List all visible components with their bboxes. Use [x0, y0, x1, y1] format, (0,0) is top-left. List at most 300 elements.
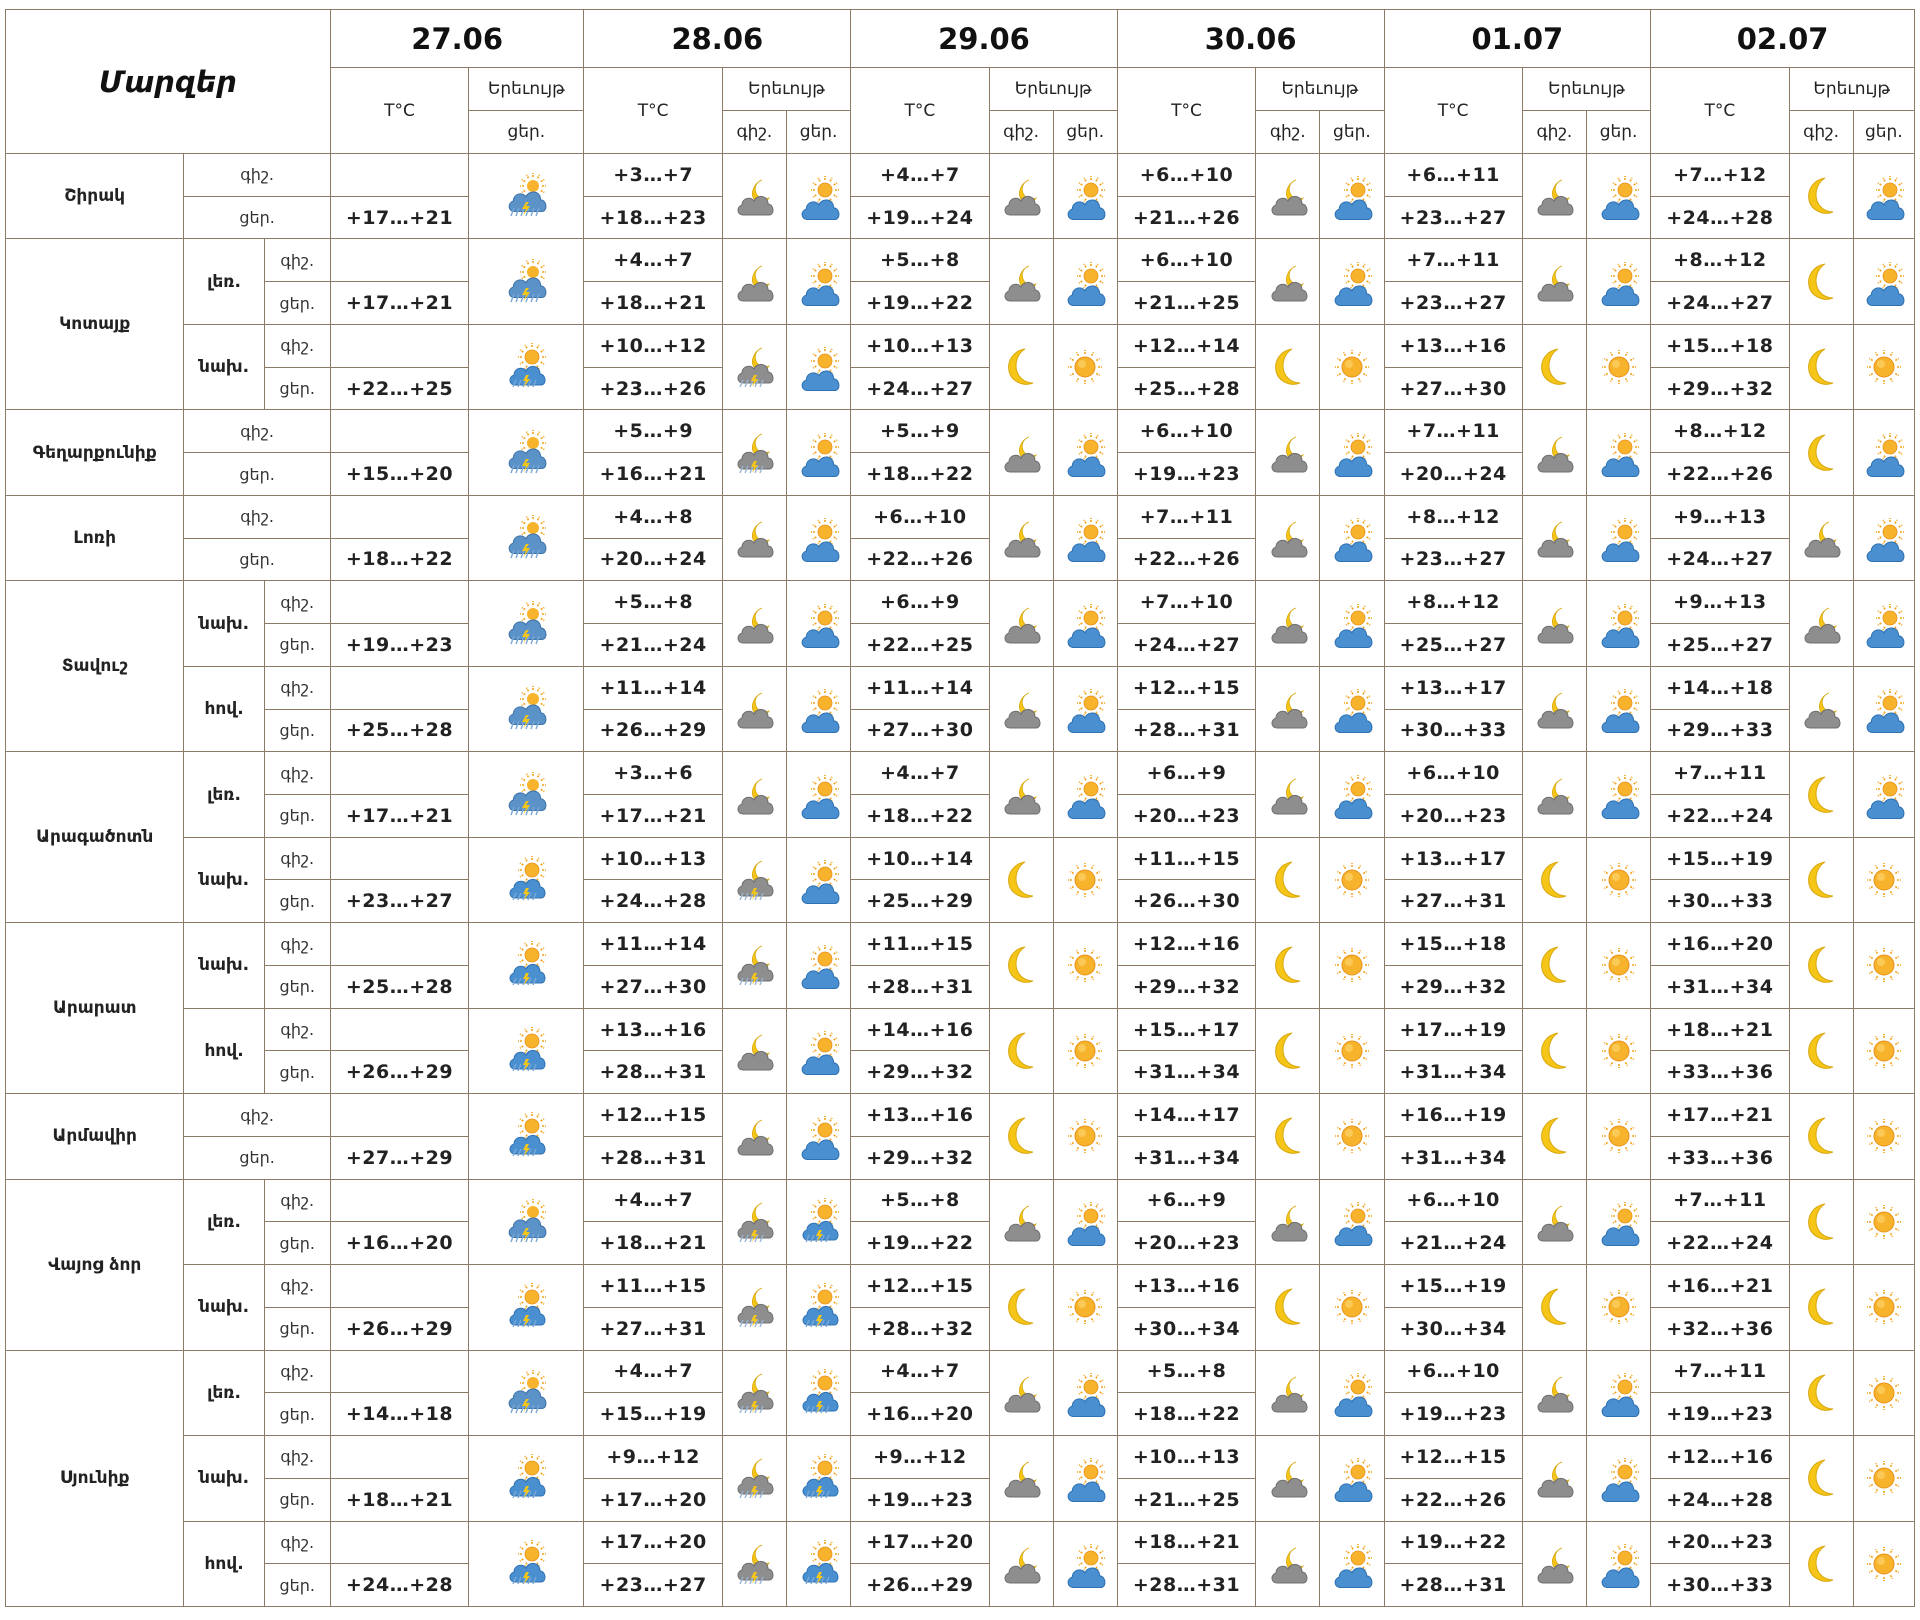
day-temp: +18…+22 — [330, 538, 468, 581]
zone-name: նախ. — [184, 1265, 264, 1350]
day-subheader: ցեր. — [1053, 111, 1117, 154]
moon-icon — [997, 343, 1045, 391]
weather-icon-cell — [786, 1008, 850, 1093]
day-temp: +19…+22 — [851, 282, 989, 325]
sun-cloud-icon — [1595, 1198, 1643, 1246]
day-temp: +29…+32 — [851, 1136, 989, 1179]
cloud-moon-icon — [1264, 172, 1312, 220]
sun-cloud-icon — [1061, 600, 1109, 648]
moon-icon — [1530, 1027, 1578, 1075]
moon-rain-thunder-icon — [730, 1283, 778, 1331]
cloud-moon-icon — [997, 1540, 1045, 1588]
night-temp: +12…+14 — [1117, 324, 1255, 367]
moon-icon — [1264, 1027, 1312, 1075]
weather-icon-cell — [1789, 666, 1853, 751]
sun-cloud-icon — [1061, 1198, 1109, 1246]
weather-icon-cell — [1789, 324, 1853, 409]
day-temp: +32…+36 — [1651, 1307, 1789, 1350]
day-temp: +31…+34 — [1117, 1051, 1255, 1094]
weather-icon-cell — [1256, 239, 1320, 324]
day-temp: +22…+25 — [330, 367, 468, 410]
sun-icon — [1328, 856, 1376, 904]
sun-rain-thunder-icon — [795, 1540, 843, 1588]
day-label: ցեր. — [264, 282, 330, 325]
day-label: ցեր. — [264, 1051, 330, 1094]
night-temp: +7…+11 — [1651, 1350, 1789, 1393]
day-temp: +30…+33 — [1651, 880, 1789, 923]
cloud-moon-icon — [997, 258, 1045, 306]
weather-icon-cell — [1522, 239, 1586, 324]
cloud-moon-icon — [730, 1112, 778, 1160]
table-row — [6, 1350, 1915, 1393]
weather-icon-cell — [1522, 837, 1586, 922]
day-temp: +15…+20 — [330, 453, 468, 496]
weather-icon-cell — [1853, 154, 1914, 239]
weather-icon-cell — [1522, 1179, 1586, 1264]
night-label: գիշ. — [264, 923, 330, 966]
sun-icon — [1061, 1112, 1109, 1160]
sun-icon — [1595, 1027, 1643, 1075]
weather-icon-cell — [1320, 239, 1384, 324]
weather-icon-cell — [1587, 752, 1651, 837]
sun-cloud-icon — [795, 172, 843, 220]
moon-icon — [1797, 429, 1845, 477]
night-temp: +6…+9 — [1117, 1179, 1255, 1222]
night-temp-empty — [330, 581, 468, 624]
day-label: ցեր. — [184, 453, 330, 496]
day-temp: +23…+27 — [584, 1564, 722, 1607]
weather-icon-cell — [469, 837, 584, 922]
night-temp: +17…+21 — [1651, 1094, 1789, 1137]
weather-icon-cell — [1256, 581, 1320, 666]
day-temp: +29…+33 — [1651, 709, 1789, 752]
day-temp: +23…+27 — [1384, 282, 1522, 325]
weather-icon-cell — [1587, 410, 1651, 495]
night-temp: +3…+7 — [584, 154, 722, 197]
weather-icon-cell — [1587, 666, 1651, 751]
zone-name: հով. — [184, 1521, 264, 1607]
day-temp: +30…+33 — [1384, 709, 1522, 752]
weather-icon-cell — [1053, 324, 1117, 409]
moon-icon — [1264, 941, 1312, 989]
weather-icon-cell — [1522, 581, 1586, 666]
weather-icon-cell — [786, 1436, 850, 1521]
night-temp: +16…+21 — [1651, 1265, 1789, 1308]
night-temp: +16…+19 — [1384, 1094, 1522, 1137]
day-subheader: ցեր. — [1587, 111, 1651, 154]
day-temp: +22…+26 — [1651, 453, 1789, 496]
weather-icon-cell — [1789, 837, 1853, 922]
weather-icon-cell — [1789, 239, 1853, 324]
night-label: գիշ. — [184, 495, 330, 538]
weather-icon-cell — [1053, 752, 1117, 837]
day-temp: +25…+28 — [330, 709, 468, 752]
day-temp: +25…+28 — [1117, 367, 1255, 410]
day-temp: +20…+24 — [584, 538, 722, 581]
table-row — [6, 154, 1915, 197]
weather-icon-cell — [722, 1521, 786, 1607]
night-temp-empty — [330, 154, 468, 197]
weather-icon-cell — [1320, 923, 1384, 1008]
weather-icon-cell — [786, 752, 850, 837]
table-row — [6, 1436, 1915, 1479]
night-label: գիշ. — [184, 410, 330, 453]
day-temp: +24…+28 — [1651, 196, 1789, 239]
sun-cloud-icon — [795, 258, 843, 306]
day-temp: +18…+21 — [584, 1222, 722, 1265]
sun-icon — [1860, 1198, 1908, 1246]
phenomenon-header: Երեւույթ — [722, 68, 850, 111]
weather-icon-cell — [1853, 239, 1914, 324]
moon-icon — [1797, 1112, 1845, 1160]
cloud-moon-icon — [730, 685, 778, 733]
moon-rain-thunder-icon — [730, 1198, 778, 1246]
day-temp: +23…+27 — [1384, 196, 1522, 239]
night-label: գիշ. — [264, 239, 330, 282]
day-temp: +19…+23 — [1651, 1393, 1789, 1436]
sun-rain-thunder-icon — [502, 1283, 550, 1331]
weather-icon-cell — [1320, 410, 1384, 495]
cloud-moon-icon — [1530, 258, 1578, 306]
night-temp: +7…+11 — [1117, 495, 1255, 538]
weather-icon-cell — [786, 581, 850, 666]
sun-cloud-icon — [1061, 685, 1109, 733]
sun-cloud-icon — [1061, 1454, 1109, 1502]
sun-cloud-icon — [1328, 1198, 1376, 1246]
day-label: ցեր. — [264, 1478, 330, 1521]
night-temp: +11…+14 — [584, 666, 722, 709]
day-label: ցեր. — [264, 367, 330, 410]
weather-icon-cell — [1853, 324, 1914, 409]
night-temp-empty — [330, 1265, 468, 1308]
moon-rain-thunder-icon — [730, 1454, 778, 1502]
weather-icon-cell — [1522, 666, 1586, 751]
night-label: գիշ. — [264, 752, 330, 795]
weather-icon-cell — [1053, 1265, 1117, 1350]
day-temp: +29…+32 — [1117, 965, 1255, 1008]
cloud-moon-icon — [730, 172, 778, 220]
night-temp: +15…+18 — [1651, 324, 1789, 367]
day-temp: +24…+27 — [1651, 282, 1789, 325]
rain-thunder-cloud-icon — [502, 685, 550, 733]
weather-icon-cell — [1853, 1265, 1914, 1350]
day-temp: +21…+24 — [1384, 1222, 1522, 1265]
zone-name: լեռ. — [184, 239, 264, 324]
weather-icon-cell — [989, 923, 1053, 1008]
weather-icon-cell — [1320, 495, 1384, 580]
night-temp: +6…+10 — [1117, 239, 1255, 282]
weather-icon-cell — [722, 1265, 786, 1350]
day-temp: +19…+23 — [1117, 453, 1255, 496]
night-subheader: գիշ. — [989, 111, 1053, 154]
day-temp: +31…+34 — [1117, 1136, 1255, 1179]
weather-icon-cell — [1789, 1521, 1853, 1607]
sun-rain-thunder-icon — [502, 1112, 550, 1160]
night-temp: +4…+7 — [584, 1350, 722, 1393]
weather-icon-cell — [1053, 1179, 1117, 1264]
moon-icon — [1797, 1283, 1845, 1331]
moon-icon — [997, 856, 1045, 904]
day-temp: +18…+22 — [851, 795, 989, 838]
night-temp: +19…+22 — [1384, 1521, 1522, 1564]
night-label: գիշ. — [264, 581, 330, 624]
cloud-moon-icon — [730, 600, 778, 648]
sun-cloud-icon — [1860, 600, 1908, 648]
day-temp: +18…+23 — [584, 196, 722, 239]
cloud-moon-icon — [1530, 685, 1578, 733]
sun-cloud-icon — [795, 856, 843, 904]
weather-icon-cell — [989, 1350, 1053, 1435]
cloud-moon-icon — [997, 771, 1045, 819]
day-label: ցեր. — [264, 709, 330, 752]
sun-icon — [1061, 941, 1109, 989]
weather-icon-cell — [786, 495, 850, 580]
night-temp: +7…+11 — [1651, 1179, 1789, 1222]
night-temp: +7…+11 — [1651, 752, 1789, 795]
day-temp: +18…+22 — [1117, 1393, 1255, 1436]
weather-icon-cell — [1320, 324, 1384, 409]
weather-icon-cell — [1522, 410, 1586, 495]
day-temp: +22…+26 — [1384, 1478, 1522, 1521]
night-temp: +18…+21 — [1651, 1008, 1789, 1051]
night-subheader: գիշ. — [1256, 111, 1320, 154]
night-label: գիշ. — [264, 1265, 330, 1308]
rain-thunder-cloud-icon — [502, 1369, 550, 1417]
weather-icon-cell — [1587, 581, 1651, 666]
moon-icon — [997, 941, 1045, 989]
weather-icon-cell — [1256, 752, 1320, 837]
night-temp: +11…+14 — [851, 666, 989, 709]
sun-icon — [1595, 856, 1643, 904]
temperature-header: T°C — [1117, 68, 1255, 154]
weather-icon-cell — [1522, 1521, 1586, 1607]
weather-icon-cell — [989, 239, 1053, 324]
day-temp: +16…+21 — [584, 453, 722, 496]
weather-icon-cell — [989, 837, 1053, 922]
zone-name: լեռ. — [184, 1179, 264, 1264]
weather-icon-cell — [786, 666, 850, 751]
sun-icon — [1860, 1283, 1908, 1331]
moon-icon — [1264, 1283, 1312, 1331]
phenomenon-header: Երեւույթ — [1256, 68, 1384, 111]
weather-icon-cell — [1587, 923, 1651, 1008]
cloud-moon-icon — [1264, 600, 1312, 648]
sun-cloud-icon — [1595, 429, 1643, 477]
moon-icon — [997, 1027, 1045, 1075]
weather-icon-cell — [1053, 239, 1117, 324]
weather-icon-cell — [722, 1008, 786, 1093]
rain-thunder-cloud-icon — [502, 258, 550, 306]
day-label: ցեր. — [264, 1307, 330, 1350]
region-name: Լոռի — [6, 495, 184, 580]
weather-icon-cell — [1320, 1350, 1384, 1435]
day-temp: +27…+30 — [851, 709, 989, 752]
night-temp: +17…+19 — [1384, 1008, 1522, 1051]
day-temp: +26…+29 — [330, 1307, 468, 1350]
weather-icon-cell — [1522, 495, 1586, 580]
weather-icon-cell — [1587, 837, 1651, 922]
moon-icon — [1530, 1283, 1578, 1331]
moon-icon — [1797, 1198, 1845, 1246]
day-temp: +31…+34 — [1651, 965, 1789, 1008]
weather-icon-cell — [1587, 1179, 1651, 1264]
weather-icon-cell — [1522, 1094, 1586, 1179]
table-row — [6, 1179, 1915, 1222]
weather-icon-cell — [1053, 666, 1117, 751]
weather-icon-cell — [1320, 837, 1384, 922]
weather-icon-cell — [989, 324, 1053, 409]
cloud-moon-icon — [1264, 685, 1312, 733]
table-row — [6, 837, 1915, 880]
cloud-moon-icon — [1264, 514, 1312, 562]
night-temp: +8…+12 — [1651, 239, 1789, 282]
night-temp: +9…+12 — [584, 1436, 722, 1479]
weather-icon-cell — [1053, 1436, 1117, 1521]
day-temp: +25…+29 — [851, 880, 989, 923]
day-temp: +22…+24 — [1651, 795, 1789, 838]
moon-icon — [1797, 941, 1845, 989]
weather-icon-cell — [786, 1521, 850, 1607]
weather-icon-cell — [722, 1179, 786, 1264]
day-temp: +20…+23 — [1117, 795, 1255, 838]
night-temp-empty — [330, 1094, 468, 1137]
night-temp: +10…+13 — [1117, 1436, 1255, 1479]
night-temp: +10…+13 — [584, 837, 722, 880]
night-temp: +10…+13 — [851, 324, 989, 367]
sun-cloud-icon — [1061, 172, 1109, 220]
night-label: գիշ. — [264, 1350, 330, 1393]
day-temp: +26…+30 — [1117, 880, 1255, 923]
weather-icon-cell — [469, 1265, 584, 1350]
sun-cloud-icon — [1860, 429, 1908, 477]
sun-cloud-icon — [795, 1112, 843, 1160]
sun-cloud-icon — [1061, 258, 1109, 306]
sun-cloud-icon — [1595, 1540, 1643, 1588]
sun-icon — [1061, 1027, 1109, 1075]
cloud-moon-icon — [997, 429, 1045, 477]
weather-icon-cell — [1522, 324, 1586, 409]
cloud-moon-icon — [997, 600, 1045, 648]
weather-icon-cell — [1587, 1094, 1651, 1179]
moon-icon — [1797, 343, 1845, 391]
table-row — [6, 324, 1915, 367]
cloud-moon-icon — [997, 685, 1045, 733]
phenomenon-header: Երեւույթ — [989, 68, 1117, 111]
moon-icon — [997, 1283, 1045, 1331]
rain-thunder-cloud-icon — [502, 1198, 550, 1246]
weather-icon-cell — [469, 324, 584, 409]
moon-icon — [1530, 343, 1578, 391]
temperature-header: T°C — [1384, 68, 1522, 154]
cloud-moon-icon — [1530, 1198, 1578, 1246]
sun-rain-thunder-icon — [502, 941, 550, 989]
night-temp: +8…+12 — [1384, 581, 1522, 624]
cloud-moon-icon — [1530, 429, 1578, 477]
cloud-moon-icon — [1530, 1454, 1578, 1502]
weather-icon-cell — [1256, 1094, 1320, 1179]
night-temp: +14…+18 — [1651, 666, 1789, 709]
day-temp: +24…+28 — [584, 880, 722, 923]
region-name: Սյունիք — [6, 1350, 184, 1606]
moon-icon — [1530, 856, 1578, 904]
moon-icon — [1797, 172, 1845, 220]
table-row — [6, 1094, 1915, 1137]
sun-cloud-icon — [1860, 172, 1908, 220]
table-row — [6, 239, 1915, 282]
sun-cloud-icon — [1061, 1369, 1109, 1417]
cloud-moon-icon — [997, 514, 1045, 562]
day-temp: +22…+26 — [1117, 538, 1255, 581]
night-label: գիշ. — [264, 1008, 330, 1051]
night-temp: +11…+15 — [584, 1265, 722, 1308]
date-header: 27.06 — [330, 10, 584, 68]
table-header — [6, 10, 1915, 154]
night-temp: +16…+20 — [1651, 923, 1789, 966]
sun-cloud-icon — [1860, 685, 1908, 733]
sun-rain-thunder-icon — [795, 1454, 843, 1502]
table-row — [6, 666, 1915, 709]
moon-icon — [1797, 856, 1845, 904]
day-label: ցեր. — [184, 1136, 330, 1179]
weather-icon-cell — [469, 923, 584, 1008]
weather-icon-cell — [989, 154, 1053, 239]
night-temp-empty — [330, 1350, 468, 1393]
day-label: ցեր. — [264, 795, 330, 838]
weather-icon-cell — [1256, 1179, 1320, 1264]
zone-name: նախ. — [184, 324, 264, 409]
night-temp: +15…+19 — [1384, 1265, 1522, 1308]
sun-cloud-icon — [795, 429, 843, 477]
day-temp: +18…+21 — [584, 282, 722, 325]
night-temp: +5…+9 — [584, 410, 722, 453]
table-row — [6, 495, 1915, 538]
weather-icon-cell — [1053, 837, 1117, 922]
day-temp: +14…+18 — [330, 1393, 468, 1436]
date-header: 28.06 — [584, 10, 851, 68]
moon-icon — [997, 1112, 1045, 1160]
night-temp: +4…+7 — [851, 752, 989, 795]
night-temp: +12…+16 — [1651, 1436, 1789, 1479]
date-header: 29.06 — [851, 10, 1118, 68]
weather-icon-cell — [1789, 752, 1853, 837]
weather-icon-cell — [722, 837, 786, 922]
zone-name: նախ. — [184, 923, 264, 1008]
weather-icon-cell — [1256, 154, 1320, 239]
region-name: Արմավիր — [6, 1094, 184, 1179]
weather-icon-cell — [786, 1179, 850, 1264]
night-temp-empty — [330, 666, 468, 709]
weather-icon-cell — [722, 154, 786, 239]
weather-icon-cell — [786, 1350, 850, 1435]
night-temp: +15…+19 — [1651, 837, 1789, 880]
weather-icon-cell — [786, 837, 850, 922]
weather-icon-cell — [722, 923, 786, 1008]
day-temp: +21…+24 — [584, 624, 722, 667]
night-temp: +10…+12 — [584, 324, 722, 367]
weather-icon-cell — [989, 1521, 1053, 1607]
sun-cloud-icon — [795, 685, 843, 733]
day-temp: +30…+34 — [1384, 1307, 1522, 1350]
night-temp: +8…+12 — [1651, 410, 1789, 453]
weather-icon-cell — [1587, 1350, 1651, 1435]
night-temp-empty — [330, 410, 468, 453]
weather-icon-cell — [722, 495, 786, 580]
weather-icon-cell — [1587, 1008, 1651, 1093]
moon-icon — [1797, 771, 1845, 819]
day-label: ցեր. — [264, 965, 330, 1008]
weather-icon-cell — [1587, 324, 1651, 409]
cloud-moon-icon — [730, 258, 778, 306]
